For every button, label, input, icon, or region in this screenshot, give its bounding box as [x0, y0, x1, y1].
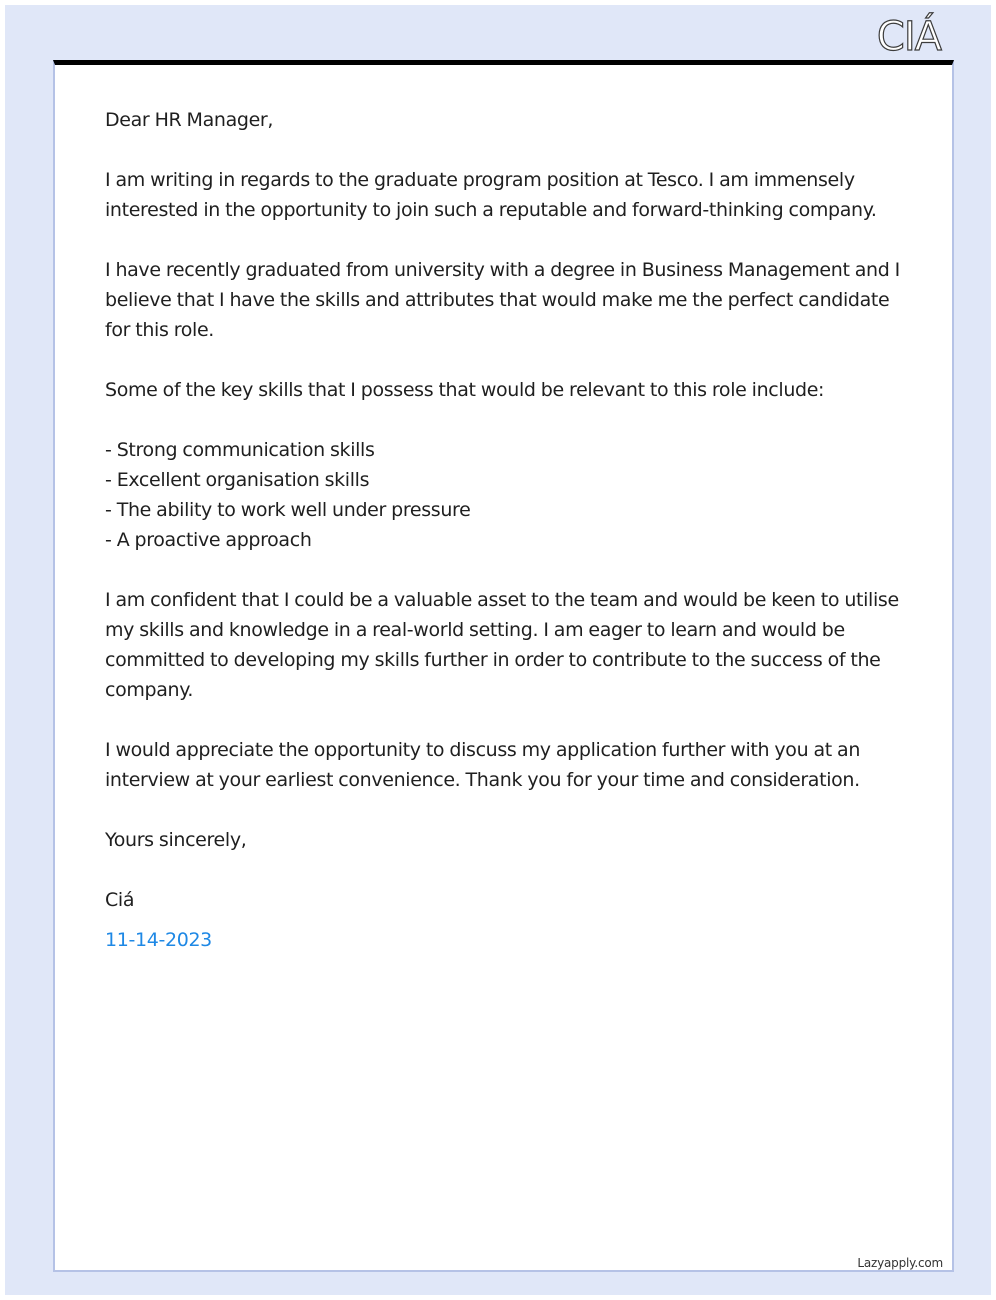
letter-page: [53, 60, 954, 1272]
list-item: - The ability to work well under pressure: [105, 499, 471, 521]
salutation: Dear HR Manager,: [105, 109, 274, 131]
paragraph-skills-intro: Some of the key skills that I possess that would be relevant to this role include:: [105, 379, 825, 401]
monogram-logo: CIÁ: [876, 14, 941, 60]
footer-watermark: Lazyapply.com: [857, 1256, 943, 1270]
paragraph-confidence: I am confident that I could be a valuable asset to the team and would be keen to utilise my skills and knowledge in a real-world setting. I am eager to learn and would be committed to developing my skills further in order to contribute to the success of the company.: [105, 589, 899, 701]
paragraph-background: I have recently graduated from university with a degree in Business Management and I believe that I have the skills and attributes that would make me the perfect candidate for this role.: [105, 259, 900, 341]
signature-name: Ciá: [105, 889, 135, 911]
list-item: - Strong communication skills: [105, 439, 375, 461]
list-item: - A proactive approach: [105, 529, 312, 551]
sign-off: Yours sincerely,: [105, 829, 247, 851]
paragraph-intro: I am writing in regards to the graduate program position at Tesco. I am immensely interested in the opportunity to join such a reputable and forward-thinking company.: [105, 169, 877, 221]
letter-body: [105, 105, 905, 955]
letter-date: 11-14-2023: [105, 929, 212, 951]
skills-list: [105, 435, 905, 555]
list-item: - Excellent organisation skills: [105, 469, 370, 491]
paragraph-closing: I would appreciate the opportunity to discuss my application further with you at an interview at your earliest convenience. Thank you for your time and consideration.: [105, 739, 861, 791]
page-frame: [5, 5, 991, 1295]
